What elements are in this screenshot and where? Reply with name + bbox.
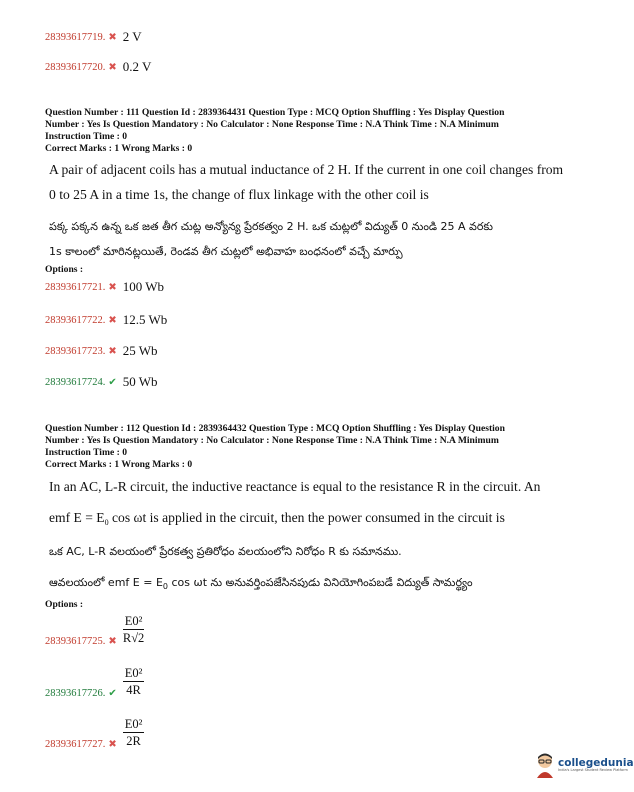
cross-icon: ✖ (108, 31, 117, 43)
meta-line: Number : Yes Is Question Mandatory : No Calculator : None Response Time : N.A Think Time : N.A Minimum (45, 119, 499, 130)
meta-line: Instruction Time : 0 (45, 131, 127, 142)
text-part: cos ωt ను అనువర్తింపజేసినపుడు వినియోగింపబడే విద్యుత్ సామర్థ్యం (168, 576, 473, 589)
question-text-en (49, 511, 505, 530)
cross-icon: ✖ (108, 345, 117, 357)
marks-line: Correct Marks : 1 Wrong Marks : 0 (45, 459, 193, 470)
question-text-en: A pair of adjacent coils has a mutual inductance of 2 H. If the current in one coil changes from (49, 162, 564, 177)
denominator: 2R (126, 734, 141, 748)
option-id: 28393617722. (45, 314, 106, 326)
cross-icon: ✖ (108, 739, 117, 750)
question-text-te: 1s కాలంలో మారినట్లయితే, రెండవ తీగ చుట్లలో అభివాహ బంధనంలో వచ్చే మార్పు (49, 245, 403, 258)
option-row (45, 29, 142, 45)
option-id: 28393617723. (45, 345, 106, 357)
option-row (45, 664, 144, 699)
cross-icon: ✖ (108, 61, 117, 73)
question-text-en: In an AC, L-R circuit, the inductive reactance is equal to the resistance R in the circuit. An (49, 479, 541, 494)
option-text: 0.2 V (122, 59, 152, 74)
option-text: 50 Wb (122, 374, 158, 389)
option-row (45, 59, 151, 75)
fraction (123, 614, 145, 645)
option-row (45, 343, 158, 359)
cross-icon: ✖ (108, 314, 117, 326)
collegedunia-logo (534, 752, 634, 778)
question-meta (45, 107, 565, 155)
option-id: 28393617724. (45, 376, 106, 388)
fraction (123, 666, 145, 697)
cross-icon: ✖ (108, 281, 117, 293)
numerator: E0² (124, 717, 143, 731)
question-meta (45, 423, 565, 471)
option-id: 28393617720. (45, 61, 106, 73)
option-text: 2 V (122, 29, 142, 44)
meta-line: Question Number : 112 Question Id : 2839364432 Question Type : MCQ Option Shuffling : Yes Display Question (45, 423, 505, 434)
question-text-en: 0 to 25 A in a time 1s, the change of flux linkage with the other coil is (49, 187, 429, 202)
meta-line: Question Number : 111 Question Id : 2839364431 Question Type : MCQ Option Shuffling : Yes Display Question (45, 107, 505, 118)
logo-text: collegedunia (558, 756, 634, 769)
meta-line: Instruction Time : 0 (45, 447, 127, 458)
marks-line: Correct Marks : 1 Wrong Marks : 0 (45, 143, 193, 154)
option-row (45, 312, 167, 328)
check-icon: ✔ (108, 688, 117, 699)
option-text: 100 Wb (122, 279, 165, 294)
option-row (45, 715, 144, 750)
denominator: 4R (126, 683, 141, 697)
numerator: E0² (124, 666, 143, 680)
denominator: R√2 (122, 631, 145, 645)
text-part: emf E = E (49, 510, 105, 525)
option-row (45, 374, 158, 390)
logo-tagline: India's Largest Student Review Platform (558, 767, 628, 772)
meta-line: Number : Yes Is Question Mandatory : No Calculator : None Response Time : N.A Think Time : N.A Minimum (45, 435, 499, 446)
cross-icon: ✖ (108, 636, 117, 647)
option-row (45, 612, 144, 647)
option-id: 28393617719. (45, 31, 106, 43)
numerator: E0² (124, 614, 143, 628)
option-text: 12.5 Wb (122, 312, 168, 327)
option-row (45, 279, 164, 295)
fraction (123, 717, 145, 748)
subscript: 0 (162, 582, 168, 591)
check-icon: ✔ (108, 376, 117, 388)
question-text-te: పక్క పక్కన ఉన్న ఒక జత తీగ చుట్ల అన్యోన్య ప్రేరకత్వం 2 H. ఒక చుట్లలో విద్యుత్ 0 నుండి 25 A వరకు (49, 220, 493, 233)
text-part: ఆవలయంలో emf E = E (49, 576, 163, 589)
mascot-icon (534, 752, 556, 778)
subscript: 0 (104, 518, 109, 527)
option-id: 28393617721. (45, 281, 106, 293)
option-id: 28393617725. (45, 636, 106, 647)
question-text-te (49, 576, 473, 592)
options-label: Options : (45, 599, 84, 610)
option-id: 28393617726. (45, 688, 106, 699)
options-label: Options : (45, 264, 84, 275)
option-id: 28393617727. (45, 739, 106, 750)
question-text-te: ఒక AC, L-R వలయంలో ప్రేరకత్వ ప్రతిరోధం వలయంలోని నిరోధం R కు సమానము. (49, 545, 402, 558)
option-text: 25 Wb (122, 343, 158, 358)
text-part: cos ωt is applied in the circuit, then the power consumed in the circuit is (108, 510, 505, 525)
